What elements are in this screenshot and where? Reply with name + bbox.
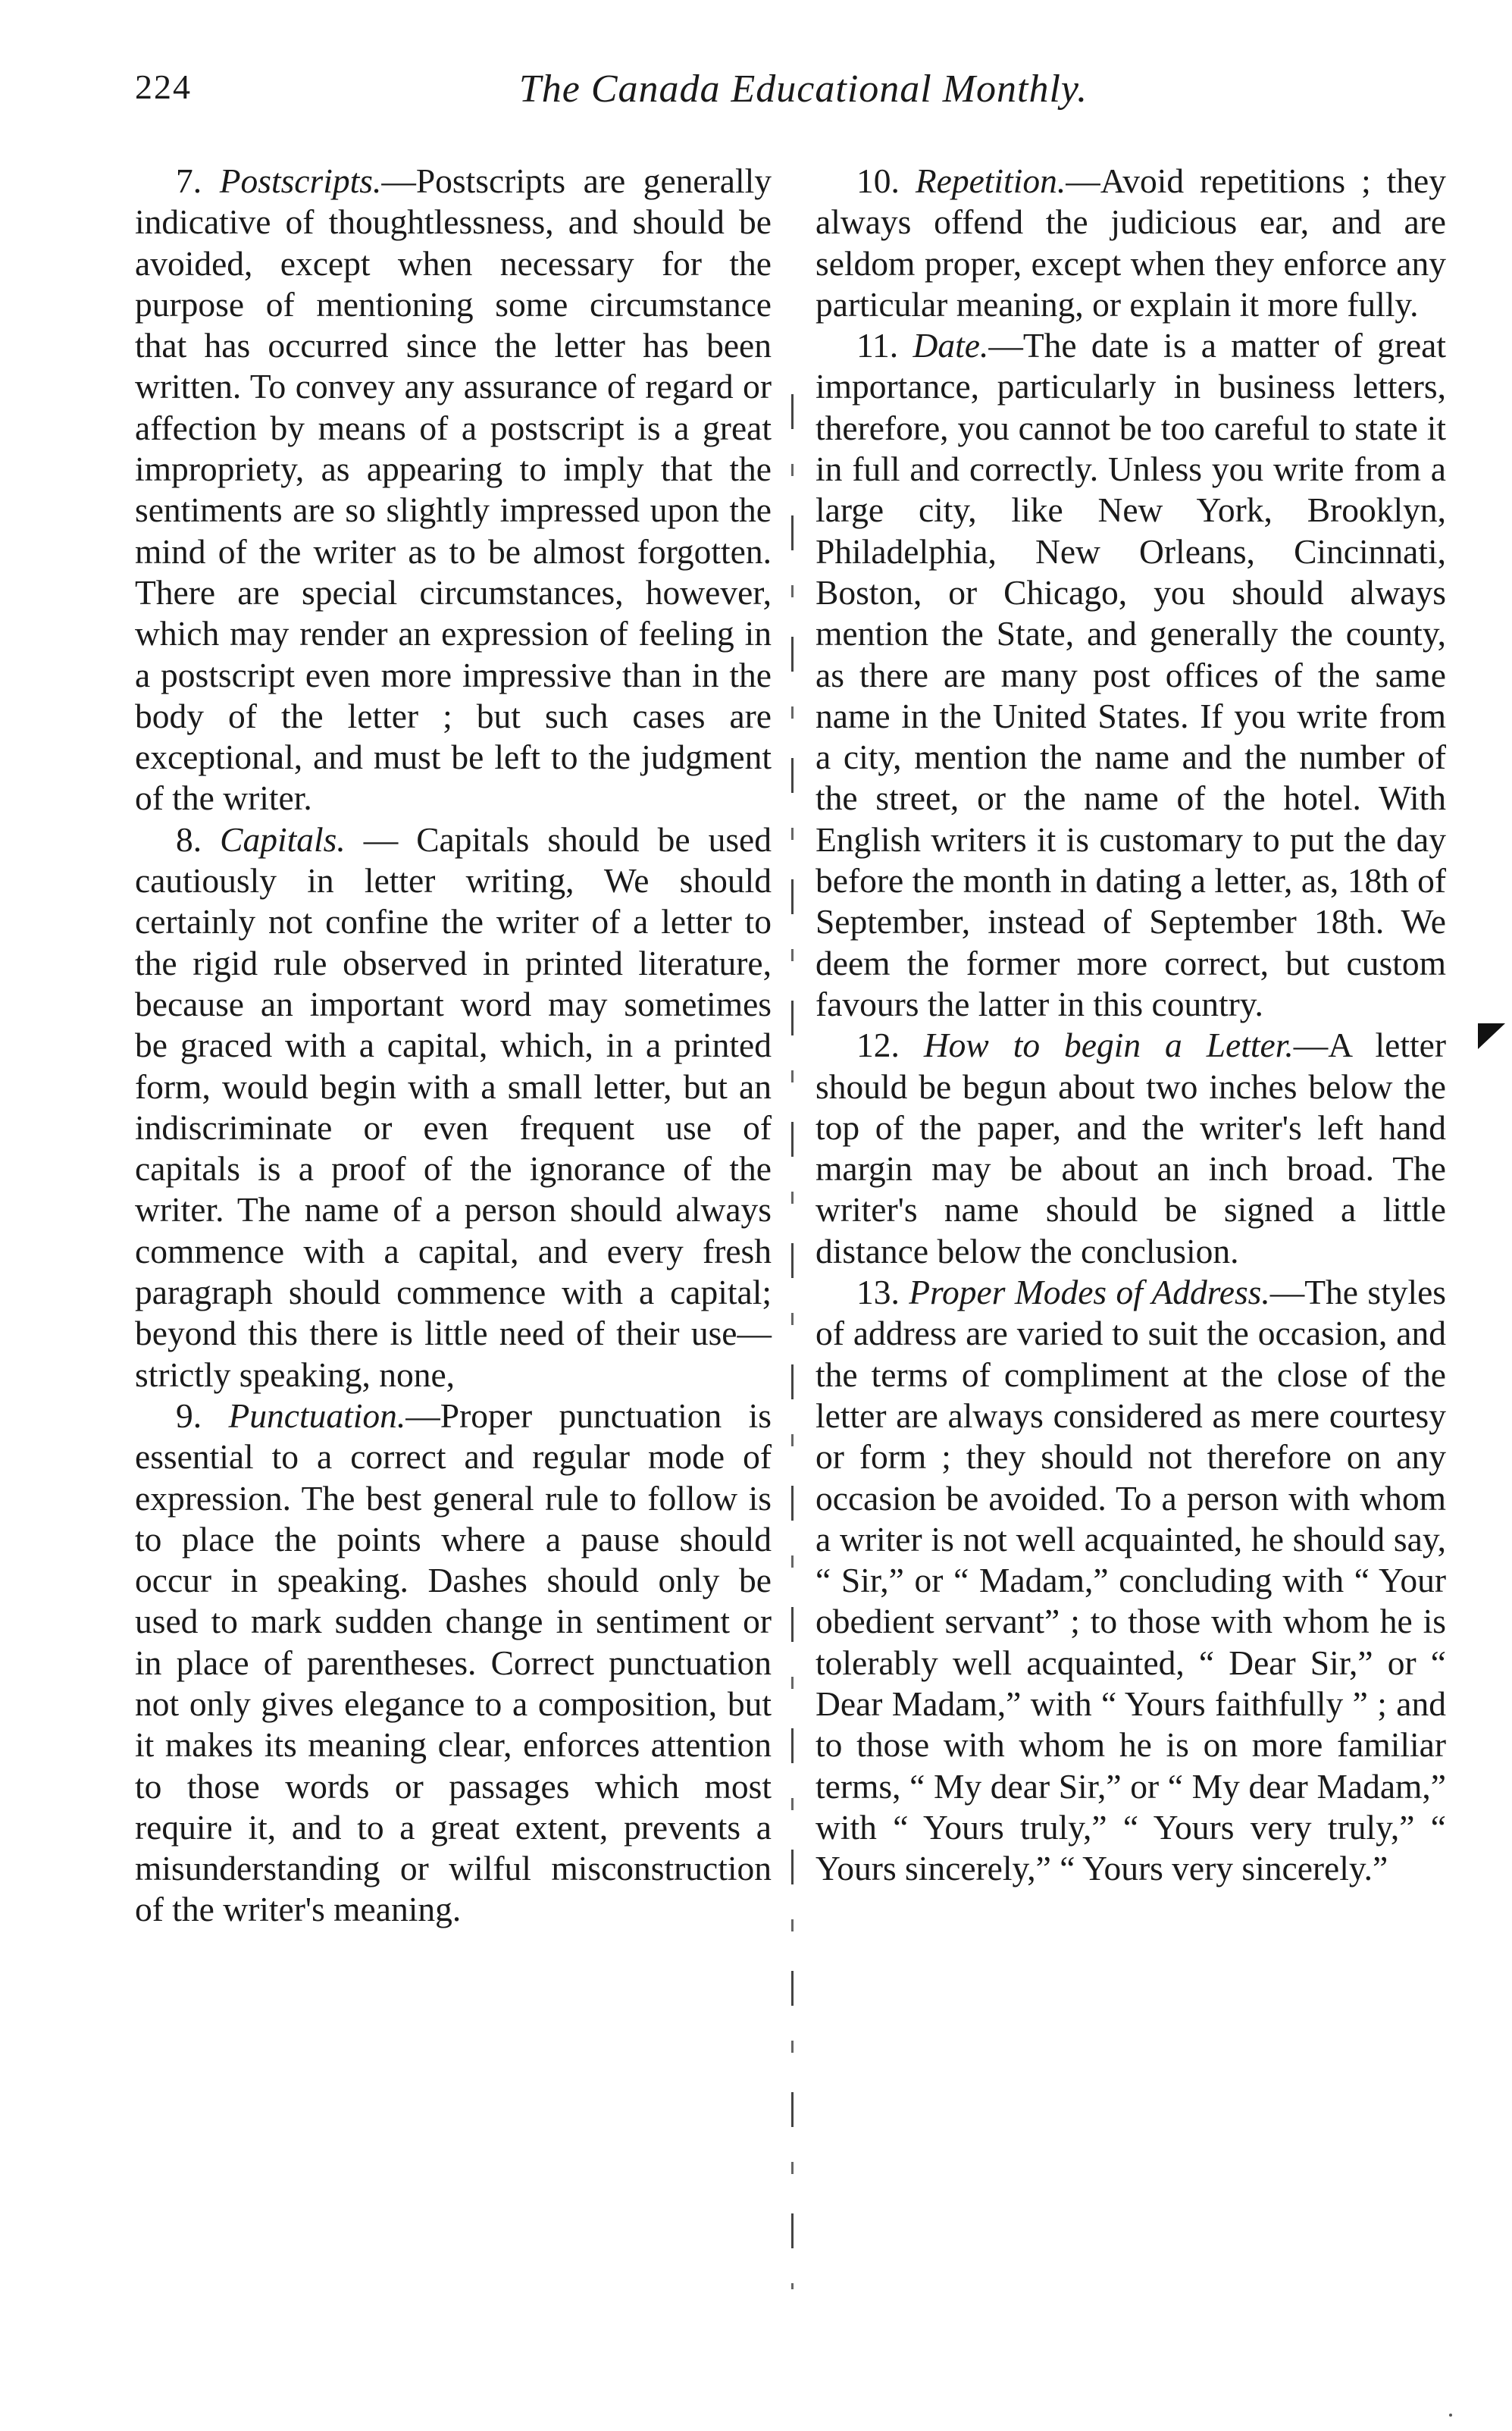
section-number: 12. [856, 1026, 900, 1065]
section-text: —The date is a matter of great importance, particularly in business letters, therefore, you cannot be too careful to state it in full and correctly. Unless you write from a large city, like New York, Brooklyn, Philadelphia, New Orleans, Cincinnati, Boston, or Chicago, you should always mention the State, and generally the county, as there are many post offices of the same name in the United States. If you write from a city, mention the name and the number of the street, or the name of the hotel. With English writers it is customary to put the day before the month in dating a letter, as, 18th of September, instead of September 18th. We deem the former more correct, but custom favours the latter in this country. [815, 326, 1446, 1023]
section-heading: Postscripts. [219, 161, 382, 200]
section-number: 7. [176, 161, 202, 200]
paragraph-how-to-begin [815, 1025, 1446, 1272]
section-heading: Punctuation. [228, 1396, 406, 1435]
section-text: —A letter should be begun about two inches below the top of the paper, and the writer's left hand margin may be about an inch broad. The writer's name should be signed a little distance below the conclusion. [815, 1026, 1446, 1270]
section-heading: Date. [913, 326, 989, 365]
section-text: —The styles of address are varied to suit the occasion, and the terms of compliment at the close of the letter are always considered as mere courtesy or form ; they should not therefore on any occasion be avoided. To a person with whom a writer is not well acquainted, he should say, “ Sir,” or “ Madam,” concluding with “ Your obedient servant” ; to those with whom he is tolerably well acquainted, “ Dear Sir,” or “ Dear Madam,” with “ Yours faithfully ” ; and to those with whom he is on more familiar terms, “ My dear Sir,” or “ My dear Madam,” with “ Yours truly,” “ Yours very truly,” “ Yours sincerely,” “ Yours very sincerely.” [815, 1273, 1446, 1888]
section-text: — Capitals should be used cautiously in letter writing, We should certainly not confine the writer of a letter to the rigid rule observed in printed literature, because an important word may sometimes be graced with a capital, which, in a printed form, would begin with a small letter, but an indiscriminate or even frequent use of capitals is a proof of the ignorance of the writer. The name of a person should always commence with a capital, and every fresh paragraph should commence with a capital; beyond this there is little need of their use—strictly speaking, none, [135, 819, 772, 1394]
section-heading: How to begin a Letter. [923, 1026, 1294, 1065]
running-title: The Canada Educational Monthly. [518, 67, 1088, 111]
paragraph-repetition [815, 161, 1446, 325]
margin-mark-icon [1478, 1023, 1505, 1049]
section-text: —Proper punctuation is essential to a correct and regular mode of expression. The best general rule to follow is to place the points where a pause should occur in speaking. Dashes should only be used to mark sudden change in sentiment or in place of parentheses. Correct punctuation not only gives elegance to a composition, but it makes its meaning clear, enforces attention to those words or passages which most require it, and to a great extent, prevents a misunderstanding or wilful misconstruction of the writer's meaning. [135, 1396, 772, 1929]
section-text: —Avoid repetitions ; they always offend the judicious ear, and are seldom proper, except when they enforce any particular meaning, or explain it more fully. [815, 161, 1447, 324]
section-number: 9. [176, 1396, 202, 1435]
column-divider [791, 394, 794, 2289]
paragraph-modes-of-address [815, 1272, 1446, 1889]
section-number: 10. [856, 161, 900, 200]
left-column [135, 161, 772, 1931]
section-heading: Repetition. [915, 161, 1066, 200]
paragraph-punctuation [135, 1396, 772, 1931]
section-number: 8. [176, 819, 202, 859]
right-column [815, 161, 1446, 1889]
section-heading: Proper Modes of Address. [909, 1273, 1270, 1312]
page-number: 224 [135, 67, 192, 106]
section-text: —Postscripts are generally indicative of thoughtlessness, and should be avoided, except when necessary for the purpose of mentioning some circumstance that has occurred since the letter has been written. To convey any assurance of regard or affection by means of a postscript is a great impropriety, as appearing to imply that the sentiments are so slightly impressed upon the mind of the writer as to be almost forgotten. There are special circumstances, however, which may render an expression of feeling in a postscript even more impressive than in the body of the letter ; but such cases are exceptional, and must be left to the judgment of the writer. [135, 161, 772, 818]
section-number: 13. [856, 1273, 900, 1312]
scan-speck [1449, 2414, 1452, 2417]
section-heading: Capitals. [220, 819, 346, 859]
paragraph-postscripts [135, 161, 772, 819]
paragraph-date [815, 325, 1446, 1025]
paragraph-capitals [135, 819, 772, 1396]
section-number: 11. [856, 326, 899, 365]
